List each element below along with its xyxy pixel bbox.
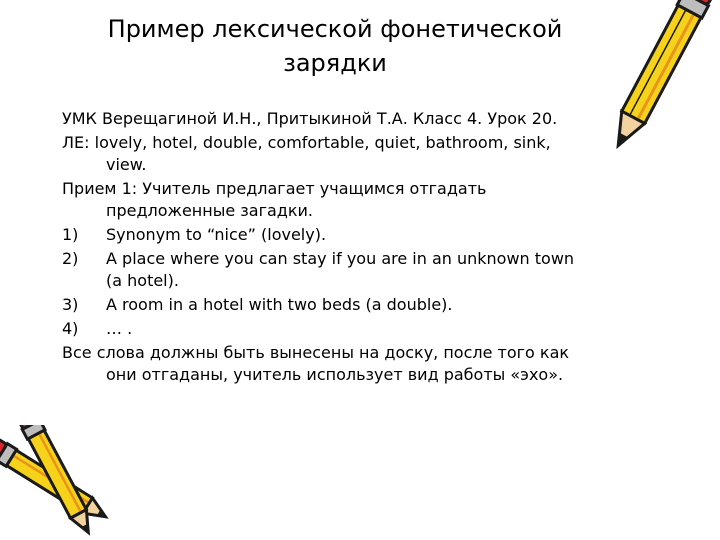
slide-body	[62, 108, 662, 388]
riddle-number: 3)	[62, 295, 79, 314]
riddle-text: Synonym to “nice” (lovely).	[106, 225, 327, 244]
riddle-text: A place where you can stay if you are in an unknown town	[106, 249, 575, 268]
course-info: УМК Верещагиной И.Н., Притыкиной Т.А. Класс 4. Урок 20.	[62, 109, 558, 128]
riddle-text: (a hotel).	[106, 271, 179, 290]
riddle-item	[62, 248, 662, 292]
riddle-item	[62, 224, 662, 246]
crossed-pencils-icon	[0, 425, 120, 540]
lexical-units-line-2: view.	[106, 155, 147, 174]
lexical-units-line-1: ЛЕ: lovely, hotel, double, comfortable, quiet, bathroom, sink,	[62, 133, 551, 152]
closing-note	[62, 342, 662, 386]
title-line-2: зарядки	[283, 49, 387, 77]
slide-title	[90, 12, 580, 80]
technique-line-1: Прием 1: Учитель предлагает учащимся отгадать	[62, 179, 487, 198]
riddle-item	[62, 294, 662, 316]
closing-line-2: они отгаданы, учитель использует вид работы «эхо».	[106, 365, 564, 384]
pencil-icon	[590, 0, 720, 170]
riddle-number: 1)	[62, 225, 79, 244]
riddle-item	[62, 318, 662, 340]
technique-line-2: предложенные загадки.	[106, 201, 314, 220]
riddle-number: 2)	[62, 249, 79, 268]
title-line-1: Пример лексической фонетической	[107, 15, 563, 43]
riddle-text: … .	[106, 319, 133, 338]
technique-description	[62, 178, 662, 222]
riddle-number: 4)	[62, 319, 79, 338]
lexical-units	[62, 132, 662, 176]
closing-line-1: Все слова должны быть вынесены на доску, после того как	[62, 343, 570, 362]
riddle-text: A room in a hotel with two beds (a double).	[106, 295, 453, 314]
